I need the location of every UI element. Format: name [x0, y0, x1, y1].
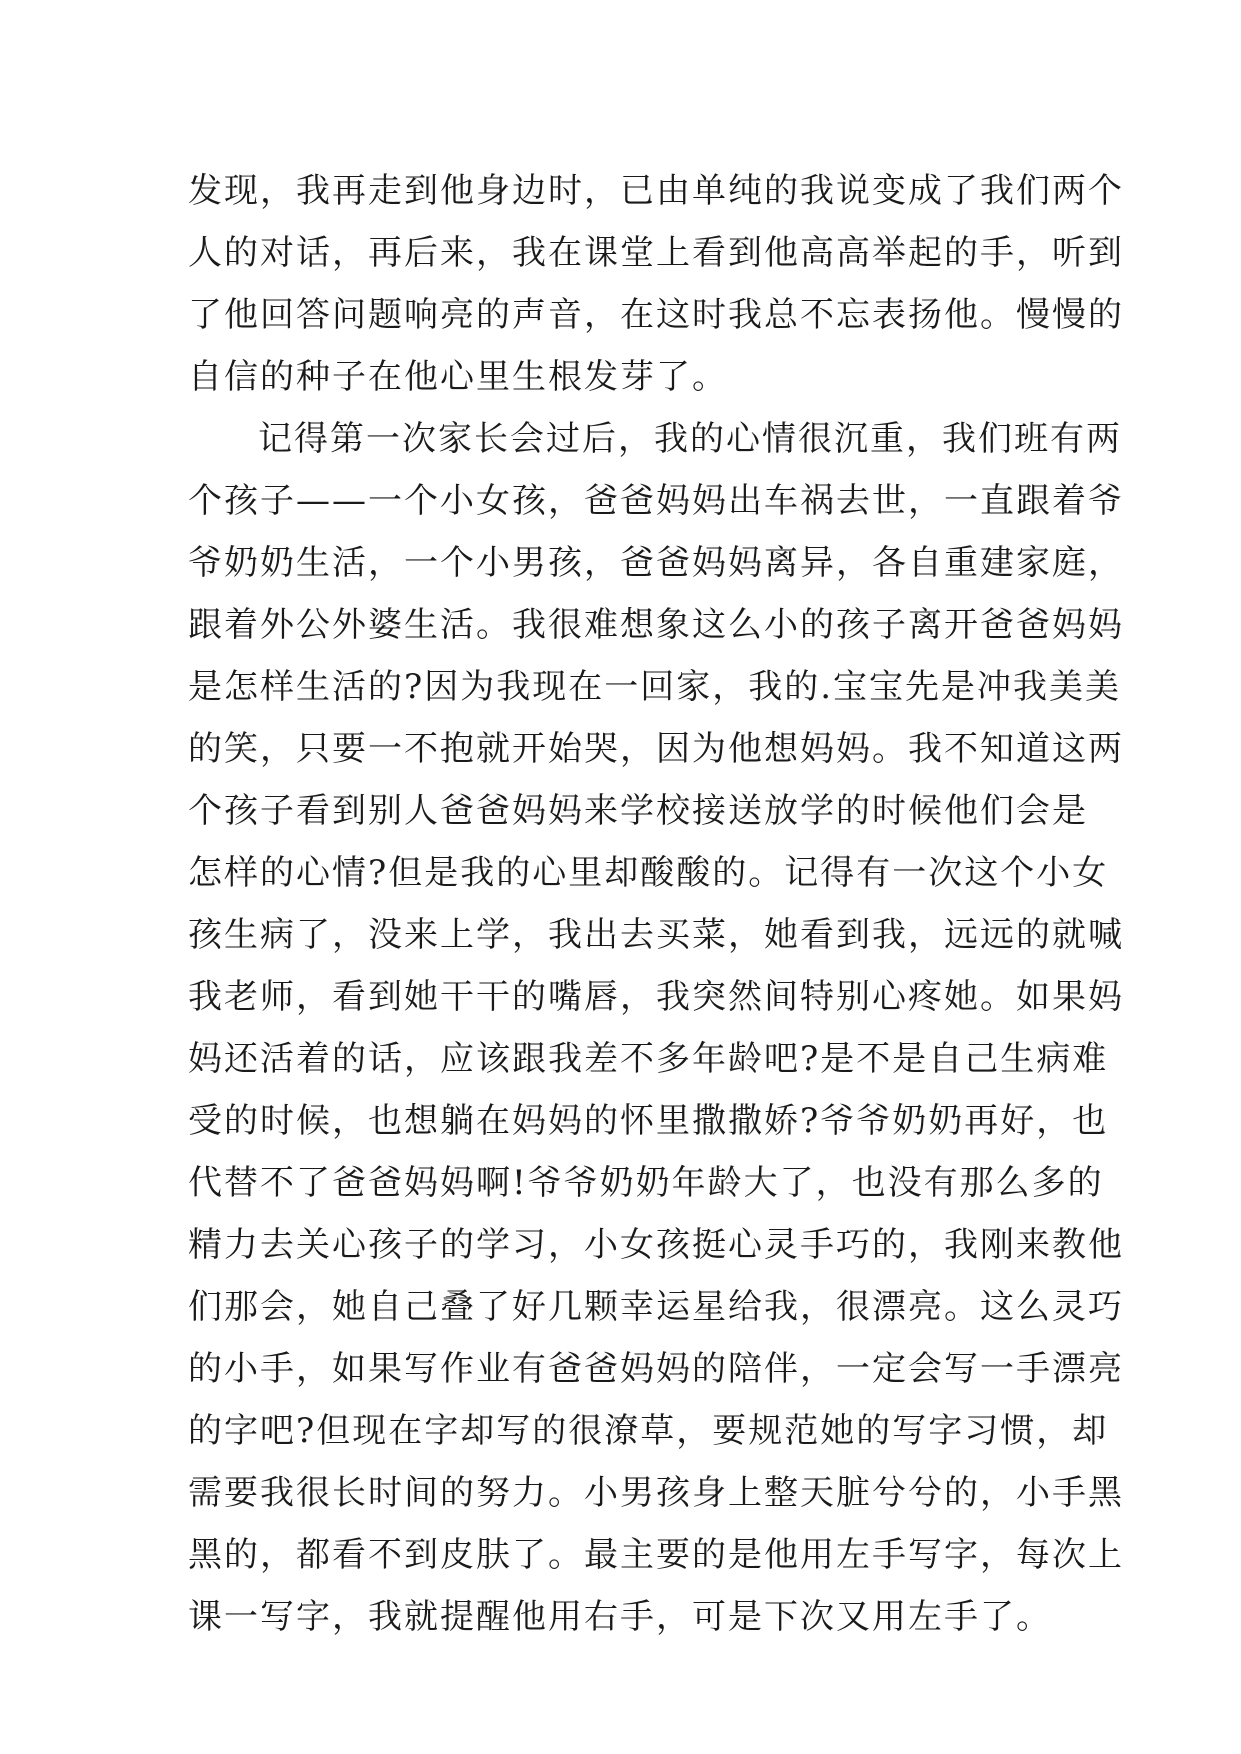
- text-line: 怎样的心情?但是我的心里却酸酸的。记得有一次这个小女: [188, 853, 1109, 893]
- text-line: 的小手，如果写作业有爸爸妈妈的陪伴，一定会写一手漂亮: [188, 1349, 1124, 1389]
- text-line: 跟着外公外婆生活。我很难想象这么小的孩子离开爸爸妈妈: [188, 605, 1124, 645]
- paragraph-1: [188, 160, 1124, 408]
- text-line: 受的时候，也想躺在妈妈的怀里撒撒娇?爷爷奶奶再好，也: [188, 1101, 1109, 1141]
- text-line: 孩生病了，没来上学，我出去买菜，她看到我，远远的就喊: [188, 915, 1124, 955]
- text-line: 个孩子看到别人爸爸妈妈来学校接送放学的时候他们会是: [188, 791, 1088, 831]
- text-line: 课一写字，我就提醒他用右手，可是下次又用左手了。: [188, 1597, 1052, 1637]
- text-line: 代替不了爸爸妈妈啊!爷爷奶奶年龄大了，也没有那么多的: [188, 1163, 1104, 1203]
- text-line: 记得第一次家长会过后，我的心情很沉重，我们班有两: [258, 419, 1122, 459]
- text-line: 的字吧?但现在字却写的很潦草，要规范她的写字习惯，却: [188, 1411, 1109, 1451]
- text-line: 发现，我再走到他身边时，已由单纯的我说变成了我们两个: [188, 171, 1124, 211]
- paragraph-2: [188, 408, 1124, 1648]
- text-line: 个孩子——一个小女孩，爸爸妈妈出车祸去世，一直跟着爷: [188, 481, 1124, 521]
- text-line: 了他回答问题响亮的声音，在这时我总不忘表扬他。慢慢的: [188, 295, 1124, 335]
- text-line: 我老师，看到她干干的嘴唇，我突然间特别心疼她。如果妈: [188, 977, 1124, 1017]
- text-line: 人的对话，再后来，我在课堂上看到他高高举起的手，听到: [188, 233, 1124, 273]
- text-line: 们那会，她自己叠了好几颗幸运星给我，很漂亮。这么灵巧: [188, 1287, 1124, 1327]
- document-body: [188, 160, 1124, 1648]
- text-line: 自信的种子在他心里生根发芽了。: [188, 357, 728, 397]
- text-line: 爷奶奶生活，一个小男孩，爸爸妈妈离异，各自重建家庭，: [188, 543, 1124, 583]
- text-line: 需要我很长时间的努力。小男孩身上整天脏兮兮的，小手黑: [188, 1473, 1124, 1513]
- text-line: 是怎样生活的?因为我现在一回家，我的.宝宝先是冲我美美: [188, 667, 1122, 707]
- text-line: 的笑，只要一不抱就开始哭，因为他想妈妈。我不知道这两: [188, 729, 1124, 769]
- text-line: 黑的，都看不到皮肤了。最主要的是他用左手写字，每次上: [188, 1535, 1124, 1575]
- text-line: 妈还活着的话，应该跟我差不多年龄吧?是不是自己生病难: [188, 1039, 1109, 1079]
- text-line: 精力去关心孩子的学习，小女孩挺心灵手巧的，我刚来教他: [188, 1225, 1124, 1265]
